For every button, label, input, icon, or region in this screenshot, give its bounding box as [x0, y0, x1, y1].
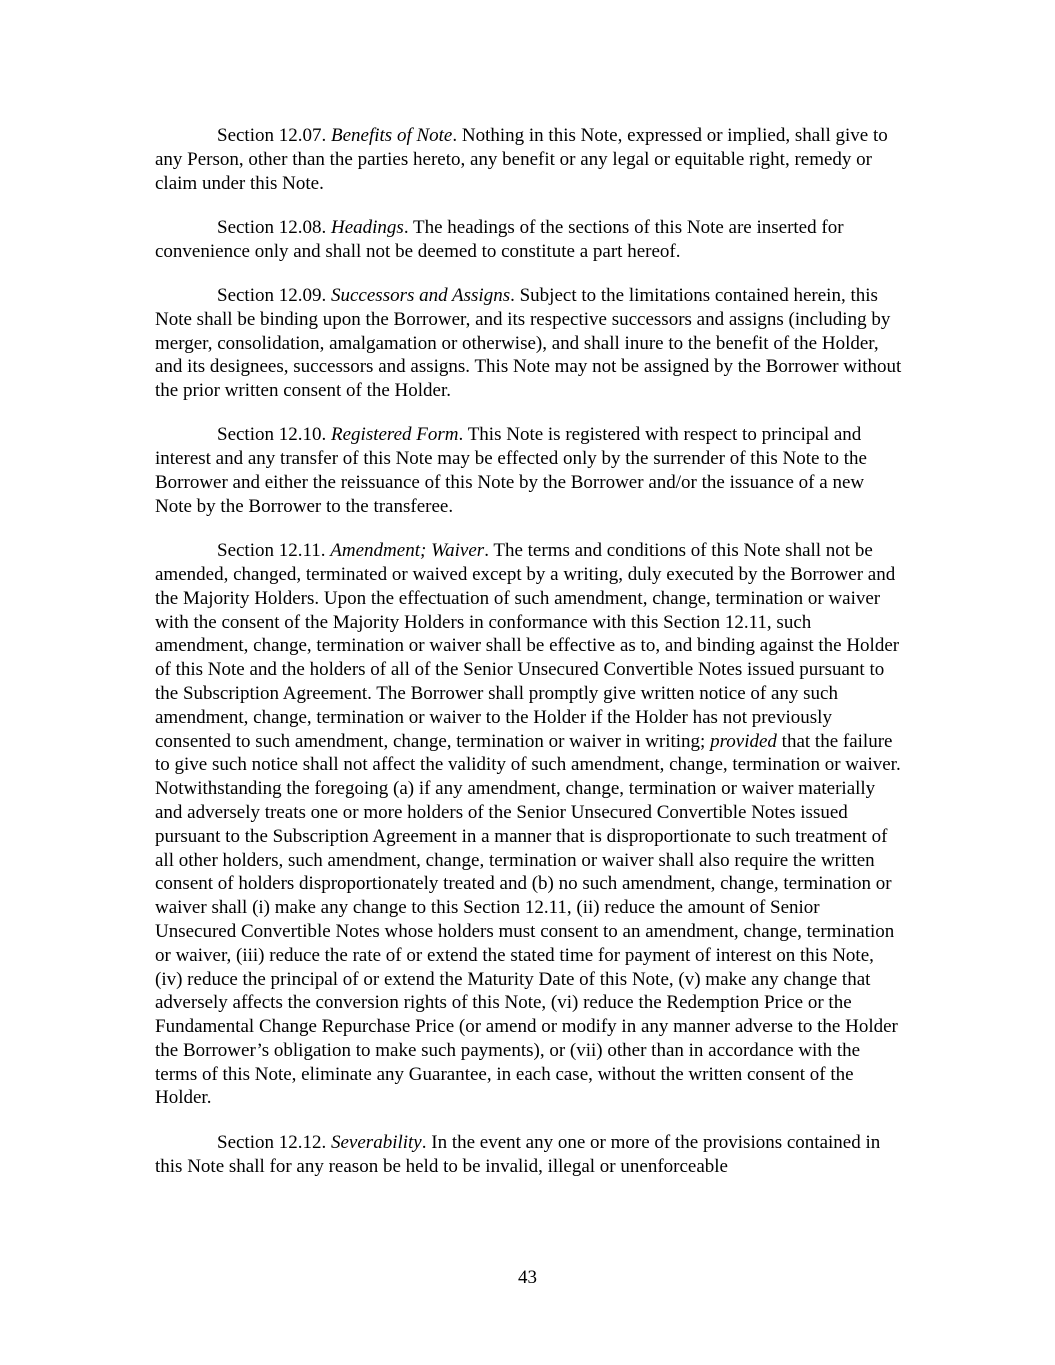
section-text: . In the event any one or more of the provisions contained in this Note shall for any reason be held to be invalid, illegal or unenforceable: [155, 1131, 881, 1177]
section-text: . Subject to the limitations contained herein, this Note shall be binding upon the Borrower, and its respective successors and assigns (including by merger, consolidation, amalgamation or otherwise), and shall inure to the benefit of the Holder, and its designees, successors and assigns. This Note may not be assigned by the Borrower without the prior written consent of the Holder.: [155, 284, 902, 402]
section-title: Registered Form: [331, 424, 459, 446]
section-label: Section 12.12.: [217, 1131, 331, 1153]
document-body: [155, 124, 903, 1199]
section-title: Amendment; Waiver: [330, 540, 485, 562]
section-label: Section 12.09.: [217, 284, 331, 306]
section-text: . Nothing in this Note, expressed or implied, shall give to any Person, other than the parties hereto, any benefit or any legal or equitable right, remedy or claim under this Note.: [155, 125, 888, 194]
section-label: Section 12.10.: [217, 424, 331, 446]
section-text: . The headings of the sections of this Note are inserted for convenience only and shall not be deemed to constitute a part hereof.: [155, 216, 844, 262]
page-number: 43: [518, 1267, 537, 1288]
section-label: Section 12.11.: [217, 540, 331, 562]
section-text: . This Note is registered with respect to principal and interest and any transfer of this Note may be effected only by the surrender of this Note to the Borrower and either the reissuance of this Note by the Borrower and/or the issuance of a new Note by the Borrower to the transferee.: [155, 424, 867, 517]
section-title: Benefits of Note: [331, 125, 453, 146]
section-12-07: [155, 124, 903, 195]
section-12-12: [155, 1131, 903, 1179]
section-text-continued: that the failure to give such notice shall not affect the validity of such amendment, change, termination or waiver. Notwithstanding the foregoing (a) if any amendment, change, termination or waiver materially and adversely treats one or more holders of the Senior Unsecured Convertible Notes issued pursuant to the Subscription Agreement in a manner that is disproportionate to such treatment of all other holders, such amendment, change, termination or waiver shall also require the written consent of holders disproportionately treated and (b) no such amendment, change, termination or waiver shall (i) make any change to this Section 12.11, (ii) reduce the amount of Senior Unsecured Convertible Notes whose holders must consent to an amendment, change, termination or waiver, (iii) reduce the rate of or extend the stated time for payment of interest on this Note, (iv) reduce the principal of or extend the Maturity Date of this Note, (v) make any change that adversely affects the conversion rights of this Note, (vi) reduce the Redemption Price or the Fundamental Change Repurchase Price (or amend or modify in any manner adverse to the Holder the Borrower’s obligation to make such payments), or (vii) other than in accordance with the terms of this Note, eliminate any Guarantee, in each case, without the written consent of the Holder.: [155, 730, 901, 1109]
section-title: Severability: [331, 1131, 422, 1153]
section-12-10: [155, 423, 903, 518]
provided-term: provided: [710, 730, 777, 752]
section-title: Headings: [331, 216, 404, 238]
section-12-11: [155, 539, 903, 1110]
section-label: Section 12.07.: [217, 125, 331, 146]
section-text: . The terms and conditions of this Note shall not be amended, changed, terminated or waived except by a writing, duly executed by the Borrower and the Majority Holders. Upon the effectuation of such amendment, change, termination or waiver with the consent of the Majority Holders in conformance with this Section 12.11, such amendment, change, termination or waiver shall be effective as to, and binding against the Holder of this Note and the holders of all of the Senior Unsecured Convertible Notes issued pursuant to the Subscription Agreement. The Borrower shall promptly give written notice of any such amendment, change, termination or waiver to the Holder if the Holder has not previously consented to such amendment, change, termination or waiver in writing;: [155, 540, 900, 752]
section-title: Successors and Assigns: [331, 284, 511, 306]
section-12-08: [155, 216, 903, 264]
section-label: Section 12.08.: [217, 216, 331, 238]
section-12-09: [155, 284, 903, 403]
